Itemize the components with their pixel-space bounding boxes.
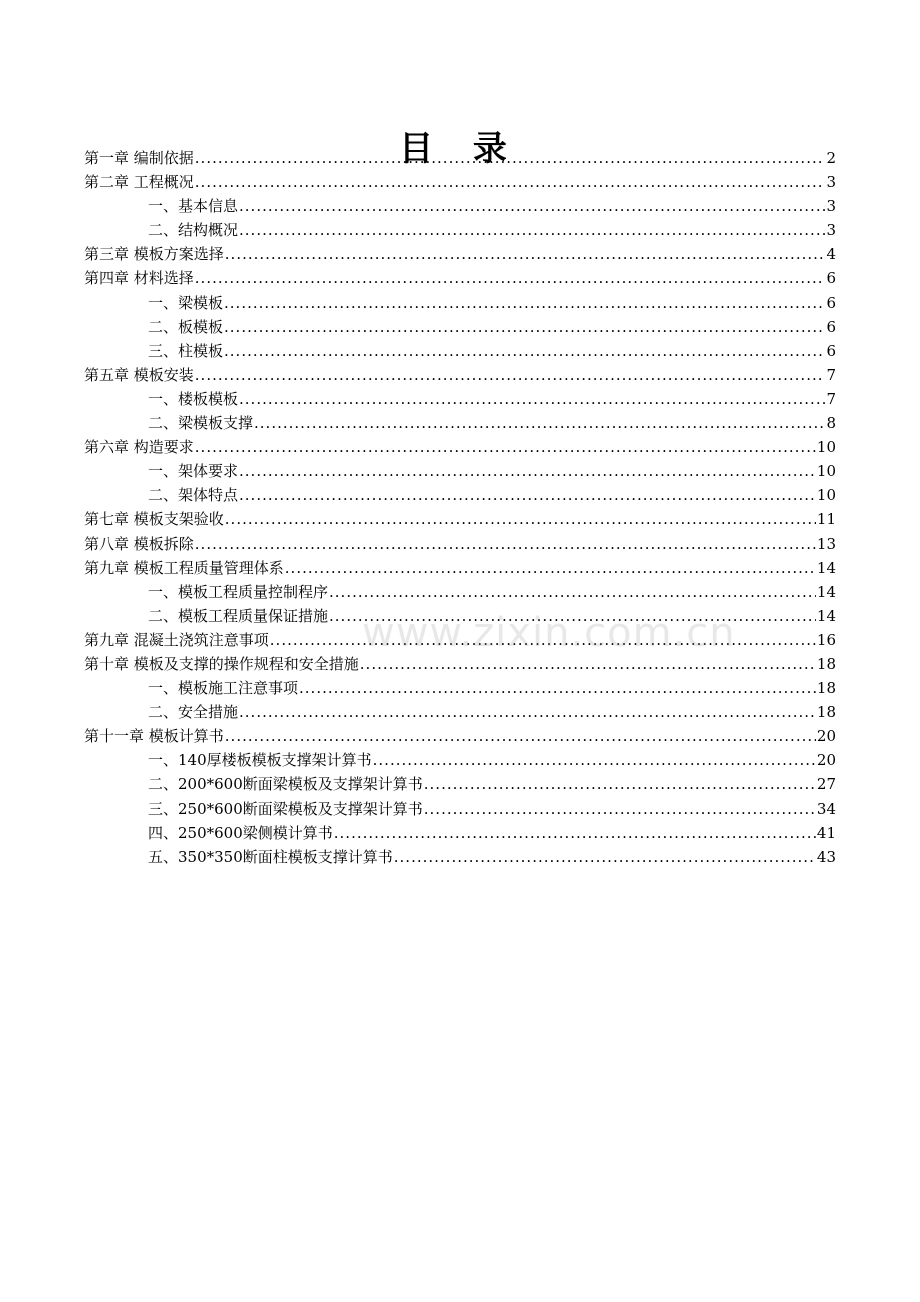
toc-dot-leader — [285, 556, 816, 580]
toc-section-entry[interactable] — [84, 676, 836, 700]
toc-page-number: 2 — [826, 149, 836, 167]
toc-dot-leader — [195, 435, 816, 459]
toc-page-number: 3 — [826, 173, 836, 192]
toc-dot-leader — [239, 483, 816, 507]
toc-page-number: 18 — [816, 703, 836, 722]
toc-page-number: 41 — [816, 823, 836, 842]
toc-entry-label: 四、250*600梁侧模计算书 — [148, 823, 333, 842]
page-title: 目 录 — [399, 128, 521, 169]
toc-dot-leader — [329, 604, 816, 628]
toc-page-number: 6 — [826, 317, 836, 336]
toc-section-entry[interactable] — [84, 772, 836, 796]
toc-page-number: 20 — [816, 727, 836, 746]
toc-dot-leader — [195, 146, 826, 170]
toc-chapter-entry[interactable] — [84, 146, 836, 170]
toc-dot-leader — [329, 580, 816, 604]
toc-entry-label: 二、模板工程质量保证措施 — [148, 606, 329, 625]
toc-entry-label: 一、模板工程质量控制程序 — [148, 582, 329, 601]
toc-dot-leader — [195, 532, 816, 556]
toc-entry-label: 五、350*350断面柱模板支撑计算书 — [148, 847, 393, 866]
toc-entry-label: 二、架体特点 — [148, 486, 239, 505]
watermark: www.zixin.com.cn — [362, 610, 736, 656]
toc-chapter-entry[interactable] — [84, 435, 836, 459]
toc-entry-label: 一、模板施工注意事项 — [148, 679, 299, 698]
toc-page-number: 27 — [816, 775, 836, 794]
toc-page-number: 14 — [816, 558, 836, 577]
toc-page-number: 7 — [826, 365, 836, 384]
toc-dot-leader — [225, 507, 816, 531]
toc-page-number: 20 — [816, 751, 836, 770]
toc-section-entry[interactable] — [84, 797, 836, 821]
toc-dot-leader — [225, 724, 816, 748]
toc-page-number: 3 — [826, 197, 836, 216]
toc-chapter-entry[interactable] — [84, 507, 836, 531]
toc-entry-label: 第六章 构造要求 — [84, 438, 194, 457]
toc-dot-leader — [224, 291, 825, 315]
toc-entry-label: 第十章 模板及支撑的操作规程和安全措施 — [84, 654, 359, 673]
toc-section-entry[interactable] — [84, 411, 836, 435]
toc-page-number: 8 — [826, 414, 836, 433]
toc-chapter-entry[interactable] — [84, 724, 836, 748]
toc-page-number: 10 — [816, 438, 836, 457]
toc-entry-label: 一、架体要求 — [148, 462, 239, 481]
toc-dot-leader — [360, 652, 816, 676]
toc-dot-leader — [239, 459, 816, 483]
toc-dot-leader — [254, 411, 825, 435]
toc-entry-label: 一、基本信息 — [148, 197, 239, 216]
toc-dot-leader — [195, 363, 826, 387]
toc-section-entry[interactable] — [84, 700, 836, 724]
toc-section-entry[interactable] — [84, 194, 836, 218]
toc-dot-leader — [225, 242, 826, 266]
toc-entry-label: 一、140厚楼板模板支撑架计算书 — [148, 751, 372, 770]
toc-page-number: 14 — [816, 582, 836, 601]
toc-page-number: 14 — [816, 606, 836, 625]
toc-entry-label: 第五章 模板安装 — [84, 365, 194, 384]
toc-entry-label: 二、安全措施 — [148, 703, 239, 722]
toc-section-entry[interactable] — [84, 387, 836, 411]
toc-section-entry[interactable] — [84, 218, 836, 242]
toc-dot-leader — [334, 821, 816, 845]
toc-entry-label: 一、楼板模板 — [148, 389, 239, 408]
toc-section-entry[interactable] — [84, 845, 836, 869]
toc-entry-label: 第九章 混凝土浇筑注意事项 — [84, 630, 269, 649]
toc-page-number: 10 — [816, 462, 836, 481]
table-of-contents — [84, 146, 836, 869]
toc-page-number: 10 — [816, 486, 836, 505]
toc-section-entry[interactable] — [84, 483, 836, 507]
toc-section-entry[interactable] — [84, 291, 836, 315]
toc-page-number: 11 — [816, 510, 836, 529]
toc-page-number: 7 — [826, 389, 836, 408]
toc-page-number: 16 — [816, 630, 836, 649]
toc-chapter-entry[interactable] — [84, 556, 836, 580]
toc-section-entry[interactable] — [84, 604, 836, 628]
toc-chapter-entry[interactable] — [84, 363, 836, 387]
toc-dot-leader — [424, 772, 816, 796]
toc-entry-label: 第七章 模板支架验收 — [84, 510, 224, 529]
toc-dot-leader — [239, 700, 816, 724]
toc-page-number: 6 — [826, 341, 836, 360]
toc-dot-leader — [195, 266, 826, 290]
toc-dot-leader — [424, 797, 816, 821]
toc-chapter-entry[interactable] — [84, 532, 836, 556]
toc-section-entry[interactable] — [84, 580, 836, 604]
toc-page-number: 18 — [816, 679, 836, 698]
toc-dot-leader — [224, 315, 825, 339]
toc-page-number: 43 — [816, 847, 836, 866]
toc-dot-leader — [270, 628, 816, 652]
toc-entry-label: 三、250*600断面梁模板及支撑架计算书 — [148, 799, 423, 818]
toc-entry-label: 二、梁模板支撑 — [148, 414, 254, 433]
toc-dot-leader — [239, 387, 825, 411]
toc-dot-leader — [299, 676, 816, 700]
toc-section-entry[interactable] — [84, 459, 836, 483]
toc-entry-label: 第十一章 模板计算书 — [84, 727, 224, 746]
toc-page-number: 34 — [816, 799, 836, 818]
toc-dot-leader — [394, 845, 816, 869]
toc-dot-leader — [195, 170, 826, 194]
toc-entry-label: 一、梁模板 — [148, 293, 224, 312]
toc-section-entry[interactable] — [84, 339, 836, 363]
toc-entry-label: 二、结构概况 — [148, 221, 239, 240]
toc-page-number: 6 — [826, 293, 836, 312]
toc-entry-label: 第九章 模板工程质量管理体系 — [84, 558, 284, 577]
toc-dot-leader — [239, 194, 825, 218]
toc-entry-label: 二、板模板 — [148, 317, 224, 336]
toc-page-number: 4 — [826, 245, 836, 264]
toc-page-number: 13 — [816, 534, 836, 553]
toc-section-entry[interactable] — [84, 315, 836, 339]
toc-page-number: 3 — [826, 221, 836, 240]
toc-chapter-entry[interactable] — [84, 242, 836, 266]
toc-entry-label: 第一章 编制依据 — [84, 149, 194, 167]
toc-entry-label: 第八章 模板拆除 — [84, 534, 194, 553]
toc-chapter-entry[interactable] — [84, 652, 836, 676]
toc-chapter-entry[interactable] — [84, 266, 836, 290]
toc-entry-label: 二、200*600断面梁模板及支撑架计算书 — [148, 775, 423, 794]
toc-dot-leader — [239, 218, 825, 242]
toc-section-entry[interactable] — [84, 821, 836, 845]
toc-dot-leader — [224, 339, 825, 363]
toc-entry-label: 三、柱模板 — [148, 341, 224, 360]
toc-entry-label: 第四章 材料选择 — [84, 269, 194, 288]
toc-entry-label: 第三章 模板方案选择 — [84, 245, 224, 264]
toc-entry-label: 第二章 工程概况 — [84, 173, 194, 192]
toc-page-number: 18 — [816, 654, 836, 673]
toc-dot-leader — [373, 748, 816, 772]
toc-section-entry[interactable] — [84, 748, 836, 772]
toc-chapter-entry[interactable] — [84, 170, 836, 194]
toc-page-number: 6 — [826, 269, 836, 288]
toc-chapter-entry[interactable] — [84, 628, 836, 652]
